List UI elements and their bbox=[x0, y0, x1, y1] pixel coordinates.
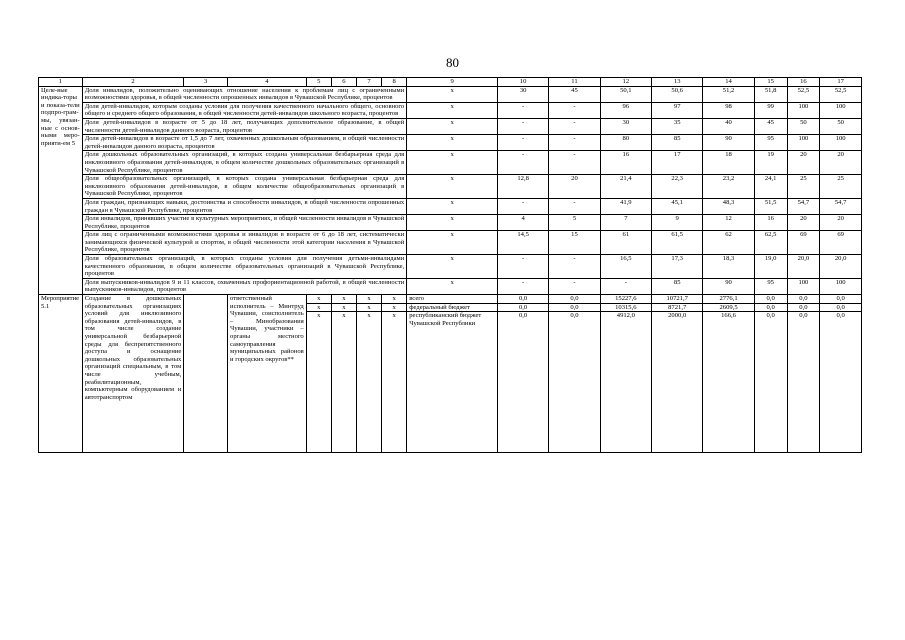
indicator-value: 85 bbox=[652, 278, 703, 294]
column-number: 17 bbox=[820, 78, 862, 87]
indicator-value: 100 bbox=[820, 278, 862, 294]
indicator-row bbox=[39, 118, 862, 134]
indicator-row bbox=[39, 278, 862, 294]
indicator-value: 20 bbox=[549, 175, 600, 199]
event-value: 0,0 bbox=[787, 312, 820, 453]
indicator-value: 52,5 bbox=[820, 86, 862, 102]
column-number: 10 bbox=[497, 78, 548, 87]
event-code: x bbox=[382, 312, 407, 453]
indicator-value: 45 bbox=[549, 86, 600, 102]
indicator-value: - bbox=[497, 278, 548, 294]
indicator-value: 7 bbox=[600, 215, 651, 231]
event-source: федеральный бюджет bbox=[407, 303, 498, 312]
column-number: 5 bbox=[306, 78, 331, 87]
indicator-value: 61 bbox=[600, 231, 651, 255]
indicator-row bbox=[39, 135, 862, 151]
indicator-value: 85 bbox=[652, 135, 703, 151]
column-number: 13 bbox=[652, 78, 703, 87]
indicator-text: Доля выпускников-инвалидов 9 и 11 классов, охваченных профориентационной работой, в общей численности выпускников-инвалидов, процентов bbox=[82, 278, 407, 294]
indicator-value: 61,5 bbox=[652, 231, 703, 255]
event-value: 2000,0 bbox=[652, 312, 703, 453]
event-label: Мероприятие 5.1 bbox=[39, 295, 83, 453]
indicator-col9: x bbox=[407, 198, 498, 214]
indicator-col9: x bbox=[407, 118, 498, 134]
indicator-col9: x bbox=[407, 135, 498, 151]
indicator-col9: x bbox=[407, 86, 498, 102]
indicator-value: 35 bbox=[652, 118, 703, 134]
event-code: x bbox=[306, 303, 331, 312]
column-number: 12 bbox=[600, 78, 651, 87]
column-number: 3 bbox=[184, 78, 228, 87]
indicator-col9: x bbox=[407, 102, 498, 118]
indicator-value: 16 bbox=[754, 215, 787, 231]
indicator-value: 20,0 bbox=[820, 255, 862, 279]
indicator-value: 96 bbox=[600, 102, 651, 118]
indicator-col9: x bbox=[407, 151, 498, 175]
indicator-value: 90 bbox=[703, 278, 754, 294]
indicator-value: 12 bbox=[703, 215, 754, 231]
event-value: 0,0 bbox=[754, 312, 787, 453]
event-value: 8721,7 bbox=[652, 303, 703, 312]
indicator-value: 100 bbox=[787, 278, 820, 294]
indicator-value: 17 bbox=[652, 151, 703, 175]
indicator-value: - bbox=[497, 135, 548, 151]
indicator-value: 95 bbox=[754, 278, 787, 294]
indicator-value: - bbox=[549, 135, 600, 151]
indicator-row bbox=[39, 175, 862, 199]
indicator-value: - bbox=[549, 198, 600, 214]
indicator-value: 50,1 bbox=[600, 86, 651, 102]
indicator-value: 98 bbox=[703, 102, 754, 118]
column-number: 8 bbox=[382, 78, 407, 87]
indicator-value: 48,3 bbox=[703, 198, 754, 214]
indicator-value: 15 bbox=[549, 231, 600, 255]
indicator-text: Доля детей-инвалидов в возрасте от 5 до 18 лет, получающих дополнительное образование, в общей численности детей-инвалидов данного возраста, процентов bbox=[82, 118, 407, 134]
indicator-value: 25 bbox=[787, 175, 820, 199]
column-number: 15 bbox=[754, 78, 787, 87]
indicator-value: 99 bbox=[754, 102, 787, 118]
indicator-value: 100 bbox=[820, 102, 862, 118]
indicator-value: 97 bbox=[652, 102, 703, 118]
column-number: 2 bbox=[82, 78, 184, 87]
indicator-col9: x bbox=[407, 215, 498, 231]
event-value: 0,0 bbox=[549, 303, 600, 312]
indicator-value: 20 bbox=[820, 215, 862, 231]
indicator-value: 40 bbox=[703, 118, 754, 134]
event-row bbox=[39, 295, 862, 304]
event-code: x bbox=[306, 295, 331, 304]
indicator-value: 51,5 bbox=[754, 198, 787, 214]
event-value: 0,0 bbox=[549, 312, 600, 453]
event-value: 0,0 bbox=[497, 295, 548, 304]
indicator-value: 23,2 bbox=[703, 175, 754, 199]
event-value: 2776,1 bbox=[703, 295, 754, 304]
indicator-value: 25 bbox=[820, 175, 862, 199]
event-value: 0,0 bbox=[497, 312, 548, 453]
indicator-value: 20,0 bbox=[787, 255, 820, 279]
indicator-value: 100 bbox=[787, 135, 820, 151]
event-value: 0,0 bbox=[820, 295, 862, 304]
indicator-value: - bbox=[549, 278, 600, 294]
indicator-value: - bbox=[497, 198, 548, 214]
indicator-value: 51,2 bbox=[703, 86, 754, 102]
event-value: 0,0 bbox=[754, 295, 787, 304]
indicator-text: Доля граждан, признающих навыки, достоинства и способности инвалидов, в общей численности опрошенных граждан в Чувашской Республике, процентов bbox=[82, 198, 407, 214]
indicator-value: 45 bbox=[754, 118, 787, 134]
event-name: Создание в дошкольных образовательных организациях условий для инклюзивного образования детей-инвалидов, в том числе создание универсальной безбарьерной среды для беспрепятственного доступа и оснащение дошкольных образовательных организаций специальным, в том числе учебным, реабилитационным, компьютерным оборудованием и автотранспортом bbox=[82, 295, 184, 453]
column-number: 16 bbox=[787, 78, 820, 87]
event-value: 0,0 bbox=[820, 303, 862, 312]
indicator-value: 21,4 bbox=[600, 175, 651, 199]
indicator-text: Доля детей-инвалидов в возрасте от 1,5 до 7 лет, охваченных дошкольным образованием, в общей численности детей-инвалидов данного возраста, процентов bbox=[82, 135, 407, 151]
indicator-value: 19 bbox=[754, 151, 787, 175]
indicator-text: Доля лиц с ограниченными возможностями здоровья и инвалидов в возрасте от 6 до 18 лет, систематически занимающихся физической культурой и спортом, в общей численности этой категории населения в Чувашской Республике, процентов bbox=[82, 231, 407, 255]
indicator-value: 16 bbox=[600, 151, 651, 175]
indicator-value: 41,9 bbox=[600, 198, 651, 214]
event-value: 0,0 bbox=[497, 303, 548, 312]
indicator-value: - bbox=[549, 151, 600, 175]
column-number: 1 bbox=[39, 78, 83, 87]
event-value: 4912,0 bbox=[600, 312, 651, 453]
indicator-value: 17,3 bbox=[652, 255, 703, 279]
event-value: 10721,7 bbox=[652, 295, 703, 304]
indicator-value: 18,3 bbox=[703, 255, 754, 279]
indicator-value: 50 bbox=[787, 118, 820, 134]
event-source: республиканский бюджет Чувашской Республики bbox=[407, 312, 498, 453]
indicator-row bbox=[39, 151, 862, 175]
program-table bbox=[38, 77, 862, 453]
indicator-row bbox=[39, 215, 862, 231]
event-source: всего bbox=[407, 295, 498, 304]
indicator-value: - bbox=[549, 255, 600, 279]
indicator-col9: x bbox=[407, 231, 498, 255]
indicator-text: Доля инвалидов, положительно оценивающих отношение населения к проблемам лиц с ограниченными возможностями здоровья, в общей численности опрошенных инвалидов в Чувашской Республике, процентов bbox=[82, 86, 407, 102]
indicator-value: 4 bbox=[497, 215, 548, 231]
indicator-row bbox=[39, 102, 862, 118]
event-code: x bbox=[331, 303, 356, 312]
indicator-row bbox=[39, 198, 862, 214]
page-number: 80 bbox=[446, 55, 459, 70]
indicator-text: Доля детей-инвалидов, которым созданы условия для получения качественного начального общего, основного общего и среднего общего образования, в общей численности детей-инвалидов школьного возраста, процентов bbox=[82, 102, 407, 118]
indicator-value: 62 bbox=[703, 231, 754, 255]
indicator-row bbox=[39, 231, 862, 255]
indicator-value: 5 bbox=[549, 215, 600, 231]
event-code: x bbox=[356, 295, 381, 304]
event-value: 0,0 bbox=[549, 295, 600, 304]
event-value: 0,0 bbox=[787, 303, 820, 312]
event-code: x bbox=[306, 312, 331, 453]
indicator-value: 16,5 bbox=[600, 255, 651, 279]
indicator-col9: x bbox=[407, 175, 498, 199]
indicator-value: - bbox=[497, 118, 548, 134]
indicator-value: 20 bbox=[787, 215, 820, 231]
indicator-value: 54,7 bbox=[820, 198, 862, 214]
event-code: x bbox=[382, 295, 407, 304]
indicator-text: Доля образовательных организаций, в которых созданы условия для получения детьми-инвалидами качественного образования, в общем количестве образовательных организаций в Чувашской Республике, процентов bbox=[82, 255, 407, 279]
event-value: 10315,6 bbox=[600, 303, 651, 312]
indicator-text: Доля инвалидов, принявших участие в культурных мероприятиях, в общей численности инвалидов в Чувашской Республике, процентов bbox=[82, 215, 407, 231]
indicator-value: 69 bbox=[787, 231, 820, 255]
indicator-value: - bbox=[497, 151, 548, 175]
indicator-row bbox=[39, 255, 862, 279]
indicator-value: 62,5 bbox=[754, 231, 787, 255]
indicator-value: 20 bbox=[787, 151, 820, 175]
indicator-value: 20 bbox=[820, 151, 862, 175]
indicator-value: 9 bbox=[652, 215, 703, 231]
indicator-value: 24,1 bbox=[754, 175, 787, 199]
indicator-col9: x bbox=[407, 255, 498, 279]
indicator-text: Доля дошкольных образовательных организаций, в которых создана универсальная безбарьерная среда для инклюзивного образования детей-инвалидов, в общем количестве дошкольных образовательных организаций в Чувашской Республике, процентов bbox=[82, 151, 407, 175]
event-value: 0,0 bbox=[787, 295, 820, 304]
indicator-value: - bbox=[549, 118, 600, 134]
event-responsible: ответственный исполнитель – Минтруд Чувашии, соисполнитель – Минобразования Чувашии, участники – органы местного самоуправления муниципальных районов и городских округов** bbox=[228, 295, 307, 453]
indicator-value: 18 bbox=[703, 151, 754, 175]
column-number: 14 bbox=[703, 78, 754, 87]
event-value: 15227,6 bbox=[600, 295, 651, 304]
indicator-value: 54,7 bbox=[787, 198, 820, 214]
indicator-value: 19,0 bbox=[754, 255, 787, 279]
indicator-value: 100 bbox=[820, 135, 862, 151]
indicator-value: 90 bbox=[703, 135, 754, 151]
event-code: x bbox=[382, 303, 407, 312]
indicator-value: 14,5 bbox=[497, 231, 548, 255]
event-code: x bbox=[331, 312, 356, 453]
indicator-value: 22,3 bbox=[652, 175, 703, 199]
column-number-row bbox=[39, 78, 862, 87]
indicator-value: 30 bbox=[600, 118, 651, 134]
indicator-text: Доля общеобразовательных организаций, в которых создана универсальная безбарьерная среда для инклюзивного образования детей-инвалидов, в общем количестве общеобразовательных организаций в Чувашской Республике, процентов bbox=[82, 175, 407, 199]
indicator-value: - bbox=[497, 255, 548, 279]
column-number: 11 bbox=[549, 78, 600, 87]
indicator-value: - bbox=[497, 102, 548, 118]
indicator-value: 45,1 bbox=[652, 198, 703, 214]
indicator-value: 12,8 bbox=[497, 175, 548, 199]
event-value: 0,0 bbox=[754, 303, 787, 312]
column-number: 4 bbox=[228, 78, 307, 87]
indicator-value: - bbox=[549, 102, 600, 118]
event-code: x bbox=[356, 303, 381, 312]
column-number: 9 bbox=[407, 78, 498, 87]
column-number: 6 bbox=[331, 78, 356, 87]
indicator-value: 100 bbox=[787, 102, 820, 118]
indicator-value: 50,6 bbox=[652, 86, 703, 102]
event-code: x bbox=[356, 312, 381, 453]
event-value: 0,0 bbox=[820, 312, 862, 453]
indicator-value: 51,8 bbox=[754, 86, 787, 102]
event-value: 166,6 bbox=[703, 312, 754, 453]
indicator-value: 95 bbox=[754, 135, 787, 151]
event-value: 2609,5 bbox=[703, 303, 754, 312]
indicator-value: 52,5 bbox=[787, 86, 820, 102]
indicator-value: 30 bbox=[497, 86, 548, 102]
column-number: 7 bbox=[356, 78, 381, 87]
indicator-value: - bbox=[600, 278, 651, 294]
event-code: x bbox=[331, 295, 356, 304]
indicator-col9: x bbox=[407, 278, 498, 294]
indicator-value: 80 bbox=[600, 135, 651, 151]
indicator-group-label: Целе-вые индика-торы и показа-тели подпро-грам-мы, увязан-ные с основ-ными меро-прияти-ем 5 bbox=[39, 86, 83, 294]
event-col3 bbox=[184, 295, 228, 453]
indicator-row bbox=[39, 86, 862, 102]
indicator-value: 69 bbox=[820, 231, 862, 255]
indicator-value: 50 bbox=[820, 118, 862, 134]
